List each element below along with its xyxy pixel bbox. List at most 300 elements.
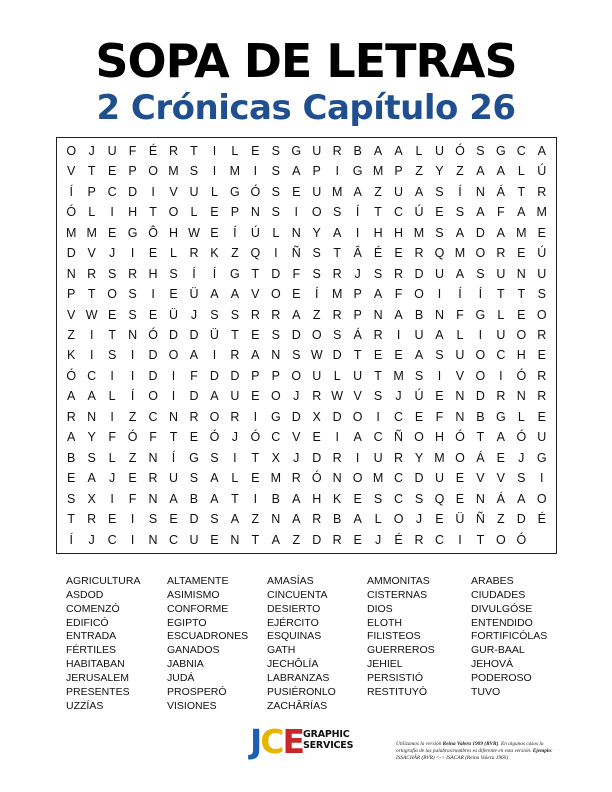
grid-cell[interactable]: Í — [478, 287, 483, 302]
grid-cell[interactable]: G — [352, 164, 363, 179]
grid-cell[interactable]: X — [271, 450, 280, 465]
grid-cell[interactable]: I — [171, 368, 176, 383]
grid-cell[interactable]: Ó — [516, 368, 527, 383]
grid-cell[interactable]: B — [414, 307, 424, 322]
grid-cell[interactable]: S — [87, 450, 96, 465]
grid-cell[interactable]: T — [149, 205, 157, 220]
grid-cell[interactable]: E — [292, 184, 301, 199]
grid-cell[interactable]: T — [67, 512, 76, 527]
grid-cell[interactable]: A — [373, 287, 383, 302]
grid-cell[interactable]: O — [168, 348, 179, 363]
grid-cell[interactable]: B — [333, 512, 342, 527]
grid-cell[interactable]: V — [67, 164, 76, 179]
grid-cell[interactable]: T — [251, 266, 260, 281]
grid-cell[interactable]: R — [271, 307, 281, 322]
grid-cell[interactable]: R — [230, 409, 240, 424]
grid-cell[interactable]: L — [374, 512, 382, 527]
grid-cell[interactable]: Ó — [455, 430, 465, 445]
grid-cell[interactable]: S — [148, 512, 158, 527]
grid-cell[interactable]: N — [475, 491, 485, 506]
grid-cell[interactable]: D — [66, 246, 76, 261]
grid-cell[interactable]: V — [292, 430, 301, 445]
grid-cell[interactable]: D — [189, 389, 199, 404]
grid-cell[interactable]: R — [394, 450, 404, 465]
grid-cell[interactable]: I — [478, 328, 483, 343]
grid-cell[interactable]: S — [312, 246, 321, 261]
grid-cell[interactable]: U — [434, 143, 444, 158]
grid-cell[interactable]: C — [394, 205, 404, 220]
grid-cell[interactable]: A — [455, 225, 465, 240]
grid-cell[interactable]: J — [88, 143, 95, 158]
grid-cell[interactable]: R — [332, 532, 342, 547]
grid-cell[interactable]: D — [414, 471, 424, 486]
grid-cell[interactable]: S — [373, 491, 383, 506]
grid-cell[interactable]: Ü — [169, 307, 179, 322]
grid-cell[interactable]: E — [169, 512, 178, 527]
grid-cell[interactable]: E — [251, 389, 260, 404]
grid-cell[interactable]: S — [107, 348, 117, 363]
grid-cell[interactable]: N — [66, 266, 76, 281]
grid-cell[interactable]: R — [169, 143, 179, 158]
grid-cell[interactable]: W — [188, 225, 200, 240]
grid-cell[interactable]: Y — [414, 450, 424, 465]
grid-cell[interactable]: L — [517, 409, 525, 424]
grid-cell[interactable]: T — [353, 348, 362, 363]
grid-cell[interactable]: Ô — [148, 225, 158, 240]
grid-cell[interactable]: S — [189, 164, 199, 179]
grid-cell[interactable]: N — [169, 409, 179, 424]
grid-cell[interactable]: S — [271, 205, 280, 220]
grid-cell[interactable]: Ó — [250, 184, 261, 199]
grid-cell[interactable]: C — [434, 532, 444, 547]
grid-cell[interactable]: L — [456, 328, 464, 343]
grid-cell[interactable]: O — [536, 491, 547, 506]
grid-cell[interactable]: R — [148, 471, 158, 486]
grid-cell[interactable]: T — [231, 491, 239, 506]
grid-cell[interactable]: J — [109, 246, 116, 261]
grid-cell[interactable]: A — [455, 266, 465, 281]
grid-cell[interactable]: F — [394, 287, 403, 302]
grid-cell[interactable]: C — [107, 532, 117, 547]
grid-cell[interactable]: A — [517, 491, 526, 506]
grid-cell[interactable]: S — [373, 389, 383, 404]
grid-cell[interactable]: L — [333, 368, 341, 383]
grid-cell[interactable]: Í — [192, 266, 196, 281]
grid-cell[interactable]: I — [396, 328, 401, 343]
grid-cell[interactable]: S — [537, 287, 546, 302]
grid-cell[interactable]: Z — [231, 246, 239, 261]
grid-cell[interactable]: L — [231, 471, 239, 486]
grid-cell[interactable]: T — [231, 328, 239, 343]
grid-cell[interactable]: F — [456, 307, 464, 322]
grid-cell[interactable]: M — [434, 450, 445, 465]
grid-cell[interactable]: N — [250, 205, 260, 220]
grid-cell[interactable]: D — [148, 348, 158, 363]
grid-cell[interactable]: V — [87, 246, 96, 261]
grid-cell[interactable]: E — [373, 348, 383, 363]
grid-cell[interactable]: A — [435, 328, 444, 343]
grid-cell[interactable]: T — [190, 143, 198, 158]
grid-cell[interactable]: F — [292, 266, 301, 281]
grid-cell[interactable]: Y — [435, 164, 444, 179]
grid-cell[interactable]: N — [148, 491, 158, 506]
grid-cell[interactable]: G — [127, 225, 138, 240]
grid-cell[interactable]: N — [230, 532, 240, 547]
grid-cell[interactable]: E — [210, 225, 219, 240]
grid-cell[interactable]: S — [435, 348, 444, 363]
grid-cell[interactable]: U — [414, 328, 424, 343]
grid-cell[interactable]: R — [332, 450, 342, 465]
grid-cell[interactable]: R — [291, 471, 301, 486]
grid-cell[interactable]: I — [335, 164, 339, 179]
grid-cell[interactable]: D — [475, 389, 485, 404]
grid-cell[interactable]: S — [128, 307, 137, 322]
grid-cell[interactable]: E — [312, 430, 321, 445]
grid-cell[interactable]: Í — [314, 287, 319, 302]
grid-cell[interactable]: Z — [415, 164, 423, 179]
grid-cell[interactable]: G — [230, 184, 240, 199]
grid-cell[interactable]: J — [293, 389, 300, 404]
grid-cell[interactable]: R — [312, 512, 322, 527]
grid-cell[interactable]: S — [517, 471, 526, 486]
grid-cell[interactable]: Ú — [414, 389, 424, 404]
grid-cell[interactable]: H — [312, 491, 322, 506]
grid-cell[interactable]: A — [353, 184, 362, 199]
grid-cell[interactable]: Ó — [209, 430, 220, 445]
grid-cell[interactable]: P — [251, 368, 260, 383]
grid-cell[interactable]: M — [393, 368, 404, 383]
grid-cell[interactable]: I — [171, 389, 176, 404]
grid-cell[interactable]: H — [169, 225, 179, 240]
grid-cell[interactable]: Á — [476, 450, 485, 465]
grid-cell[interactable]: I — [130, 246, 135, 261]
grid-cell[interactable]: Z — [67, 328, 76, 343]
grid-cell[interactable]: S — [210, 307, 219, 322]
grid-cell[interactable]: L — [210, 184, 218, 199]
grid-cell[interactable]: Í — [233, 225, 237, 240]
grid-cell[interactable]: E — [394, 246, 403, 261]
grid-cell[interactable]: A — [496, 225, 506, 240]
grid-cell[interactable]: D — [312, 532, 322, 547]
grid-cell[interactable]: D — [291, 409, 301, 424]
grid-cell[interactable]: N — [455, 389, 465, 404]
grid-cell[interactable]: A — [67, 389, 76, 404]
grid-cell[interactable]: V — [251, 287, 260, 302]
grid-cell[interactable]: A — [210, 389, 219, 404]
grid-cell[interactable]: C — [496, 348, 506, 363]
grid-cell[interactable]: A — [292, 164, 301, 179]
grid-cell[interactable]: I — [253, 409, 258, 424]
grid-cell[interactable]: G — [291, 143, 302, 158]
grid-cell[interactable]: E — [210, 532, 219, 547]
grid-cell[interactable]: A — [373, 143, 383, 158]
grid-cell[interactable]: V — [496, 471, 506, 486]
grid-cell[interactable]: F — [497, 205, 505, 220]
grid-cell[interactable]: Ó — [127, 430, 138, 445]
grid-cell[interactable]: O — [148, 389, 158, 404]
grid-cell[interactable]: O — [352, 409, 363, 424]
grid-cell[interactable]: G — [495, 409, 506, 424]
grid-cell[interactable]: É — [148, 143, 158, 158]
grid-cell[interactable]: A — [292, 512, 301, 527]
grid-cell[interactable]: W — [85, 307, 98, 322]
grid-cell[interactable]: S — [128, 287, 137, 302]
grid-cell[interactable]: U — [189, 184, 199, 199]
grid-cell[interactable]: T — [476, 532, 485, 547]
grid-cell[interactable]: Ú — [537, 246, 547, 261]
grid-cell[interactable]: E — [67, 471, 76, 486]
grid-cell[interactable]: A — [292, 307, 301, 322]
grid-cell[interactable]: J — [190, 307, 198, 322]
grid-cell[interactable]: E — [189, 430, 199, 445]
grid-cell[interactable]: N — [148, 450, 158, 465]
grid-cell[interactable]: M — [270, 471, 282, 486]
grid-cell[interactable]: C — [107, 184, 117, 199]
grid-cell[interactable]: Í — [212, 266, 217, 281]
grid-cell[interactable]: U — [434, 266, 444, 281]
grid-cell[interactable]: I — [110, 409, 114, 424]
grid-cell[interactable]: A — [496, 430, 506, 445]
grid-cell[interactable]: Í — [458, 184, 462, 199]
grid-cell[interactable]: B — [189, 491, 199, 506]
grid-cell[interactable]: Ú — [250, 225, 260, 240]
grid-cell[interactable]: U — [537, 430, 547, 445]
grid-cell[interactable]: O — [107, 287, 117, 302]
grid-cell[interactable]: R — [414, 532, 424, 547]
grid-cell[interactable]: P — [353, 307, 362, 322]
grid-cell[interactable]: J — [374, 532, 382, 547]
grid-cell[interactable]: U — [312, 368, 322, 383]
grid-cell[interactable]: E — [251, 471, 260, 486]
grid-cell[interactable]: H — [148, 266, 158, 281]
grid-cell[interactable]: E — [107, 512, 117, 527]
grid-cell[interactable]: R — [87, 266, 97, 281]
grid-cell[interactable]: M — [66, 225, 77, 240]
grid-cell[interactable]: Ó — [66, 205, 77, 220]
grid-cell[interactable]: U — [434, 471, 444, 486]
grid-cell[interactable]: R — [332, 266, 342, 281]
grid-cell[interactable]: E — [107, 164, 117, 179]
grid-cell[interactable]: U — [394, 184, 404, 199]
grid-cell[interactable]: D — [230, 368, 240, 383]
grid-cell[interactable]: W — [331, 389, 344, 404]
grid-cell[interactable]: G — [270, 409, 281, 424]
grid-cell[interactable]: T — [476, 430, 485, 445]
grid-cell[interactable]: C — [169, 532, 179, 547]
grid-cell[interactable]: M — [86, 225, 97, 240]
grid-cell[interactable]: S — [373, 266, 383, 281]
grid-cell[interactable]: S — [210, 512, 219, 527]
grid-cell[interactable]: U — [312, 184, 322, 199]
grid-cell[interactable]: O — [536, 307, 547, 322]
grid-cell[interactable]: O — [475, 368, 486, 383]
grid-cell[interactable]: S — [210, 450, 219, 465]
grid-cell[interactable]: M — [372, 164, 384, 179]
grid-cell[interactable]: S — [292, 348, 301, 363]
grid-cell[interactable]: D — [332, 348, 342, 363]
grid-cell[interactable]: I — [458, 532, 462, 547]
grid-cell[interactable]: N — [148, 532, 158, 547]
grid-cell[interactable]: A — [87, 471, 96, 486]
grid-cell[interactable]: A — [67, 430, 76, 445]
grid-cell[interactable]: I — [110, 491, 114, 506]
grid-cell[interactable]: O — [516, 328, 527, 343]
grid-cell[interactable]: V — [353, 389, 362, 404]
grid-cell[interactable]: M — [516, 225, 527, 240]
grid-cell[interactable]: S — [414, 491, 424, 506]
grid-cell[interactable]: G — [495, 143, 506, 158]
grid-cell[interactable]: A — [353, 512, 362, 527]
grid-cell[interactable]: O — [311, 328, 322, 343]
grid-cell[interactable]: Z — [374, 184, 382, 199]
grid-cell[interactable]: Y — [312, 225, 321, 240]
grid-cell[interactable]: N — [475, 184, 485, 199]
grid-cell[interactable]: J — [354, 266, 361, 281]
grid-cell[interactable]: O — [168, 205, 179, 220]
grid-cell[interactable]: Í — [171, 450, 176, 465]
grid-cell[interactable]: Ó — [516, 430, 527, 445]
grid-cell[interactable]: Ñ — [394, 430, 404, 445]
grid-cell[interactable]: Á — [496, 184, 506, 199]
grid-cell[interactable]: U — [537, 266, 547, 281]
grid-cell[interactable]: L — [497, 307, 505, 322]
grid-cell[interactable]: E — [353, 491, 362, 506]
grid-cell[interactable]: V — [455, 368, 465, 383]
grid-cell[interactable]: K — [333, 491, 342, 506]
grid-cell[interactable]: C — [373, 430, 383, 445]
grid-cell[interactable]: N — [332, 471, 342, 486]
grid-cell[interactable]: V — [169, 184, 178, 199]
grid-cell[interactable]: B — [271, 491, 280, 506]
grid-cell[interactable]: F — [128, 491, 137, 506]
grid-cell[interactable]: T — [108, 328, 116, 343]
grid-cell[interactable]: K — [67, 348, 76, 363]
grid-cell[interactable]: O — [495, 532, 506, 547]
grid-cell[interactable]: M — [229, 164, 241, 179]
grid-cell[interactable]: A — [517, 205, 526, 220]
grid-cell[interactable]: T — [517, 184, 526, 199]
grid-cell[interactable]: P — [87, 184, 96, 199]
grid-cell[interactable]: E — [537, 409, 546, 424]
grid-cell[interactable]: S — [435, 225, 444, 240]
grid-cell[interactable]: S — [271, 143, 280, 158]
grid-cell[interactable]: O — [393, 512, 404, 527]
grid-cell[interactable]: M — [454, 246, 466, 261]
grid-cell[interactable]: A — [476, 164, 485, 179]
grid-cell[interactable]: Ü — [209, 328, 219, 343]
grid-cell[interactable]: I — [151, 184, 155, 199]
grid-cell[interactable]: B — [476, 409, 485, 424]
grid-cell[interactable]: I — [437, 368, 442, 383]
grid-cell[interactable]: O — [291, 368, 302, 383]
grid-cell[interactable]: E — [169, 287, 178, 302]
grid-cell[interactable]: R — [189, 246, 199, 261]
grid-cell[interactable]: E — [394, 348, 403, 363]
grid-cell[interactable]: O — [475, 348, 486, 363]
grid-cell[interactable]: H — [434, 430, 444, 445]
grid-cell[interactable]: H — [516, 348, 526, 363]
grid-cell[interactable]: R — [189, 409, 199, 424]
grid-cell[interactable]: O — [270, 389, 281, 404]
grid-cell[interactable]: L — [88, 205, 96, 220]
grid-cell[interactable]: F — [435, 409, 444, 424]
grid-cell[interactable]: D — [414, 266, 424, 281]
grid-cell[interactable]: S — [435, 184, 444, 199]
grid-cell[interactable]: M — [536, 205, 547, 220]
grid-cell[interactable]: C — [271, 430, 281, 445]
grid-cell[interactable]: U — [312, 143, 322, 158]
grid-cell[interactable]: Ú — [414, 205, 424, 220]
grid-cell[interactable]: I — [130, 512, 135, 527]
grid-cell[interactable]: T — [87, 164, 96, 179]
grid-cell[interactable]: N — [455, 409, 465, 424]
grid-cell[interactable]: E — [128, 471, 137, 486]
grid-cell[interactable]: P — [271, 368, 280, 383]
grid-cell[interactable]: E — [435, 512, 444, 527]
grid-cell[interactable]: Ñ — [291, 246, 301, 261]
grid-cell[interactable]: D — [209, 368, 219, 383]
grid-cell[interactable]: R — [537, 389, 547, 404]
grid-cell[interactable]: I — [110, 205, 114, 220]
grid-cell[interactable]: E — [496, 450, 506, 465]
grid-cell[interactable]: L — [108, 389, 116, 404]
grid-cell[interactable]: U — [455, 348, 465, 363]
grid-cell[interactable]: L — [517, 164, 525, 179]
grid-cell[interactable]: R — [332, 307, 342, 322]
grid-cell[interactable]: I — [89, 328, 94, 343]
grid-cell[interactable]: S — [312, 266, 321, 281]
grid-cell[interactable]: A — [251, 348, 260, 363]
grid-cell[interactable]: S — [189, 471, 199, 486]
grid-cell[interactable]: E — [455, 471, 465, 486]
grid-cell[interactable]: I — [212, 143, 217, 158]
grid-cell[interactable]: E — [435, 205, 444, 220]
grid-cell[interactable]: I — [355, 450, 360, 465]
grid-cell[interactable]: C — [516, 143, 526, 158]
grid-cell[interactable]: Z — [312, 307, 321, 322]
grid-cell[interactable]: A — [292, 491, 301, 506]
grid-cell[interactable]: W — [310, 348, 323, 363]
grid-cell[interactable]: H — [128, 205, 138, 220]
grid-cell[interactable]: Z — [456, 164, 464, 179]
grid-cell[interactable]: A — [87, 389, 96, 404]
grid-cell[interactable]: R — [87, 512, 97, 527]
grid-cell[interactable]: Q — [434, 246, 445, 261]
grid-cell[interactable]: I — [110, 368, 114, 383]
grid-cell[interactable]: M — [372, 471, 384, 486]
grid-cell[interactable]: E — [292, 287, 301, 302]
grid-cell[interactable]: S — [476, 143, 485, 158]
grid-cell[interactable]: L — [108, 450, 116, 465]
grid-cell[interactable]: N — [271, 512, 281, 527]
grid-cell[interactable]: B — [353, 143, 362, 158]
grid-cell[interactable]: F — [108, 430, 116, 445]
grid-cell[interactable]: É — [394, 532, 403, 547]
grid-cell[interactable]: T — [169, 430, 178, 445]
grid-cell[interactable]: Á — [496, 491, 506, 506]
grid-cell[interactable]: O — [209, 409, 220, 424]
grid-cell[interactable]: E — [353, 532, 362, 547]
grid-cell[interactable]: E — [148, 246, 158, 261]
grid-cell[interactable]: I — [294, 205, 298, 220]
grid-cell[interactable]: O — [352, 471, 363, 486]
grid-cell[interactable]: N — [373, 307, 383, 322]
grid-cell[interactable]: T — [251, 532, 260, 547]
grid-cell[interactable]: U — [230, 389, 240, 404]
grid-cell[interactable]: T — [374, 368, 382, 383]
grid-cell[interactable]: O — [414, 430, 424, 445]
grid-cell[interactable]: S — [230, 307, 240, 322]
